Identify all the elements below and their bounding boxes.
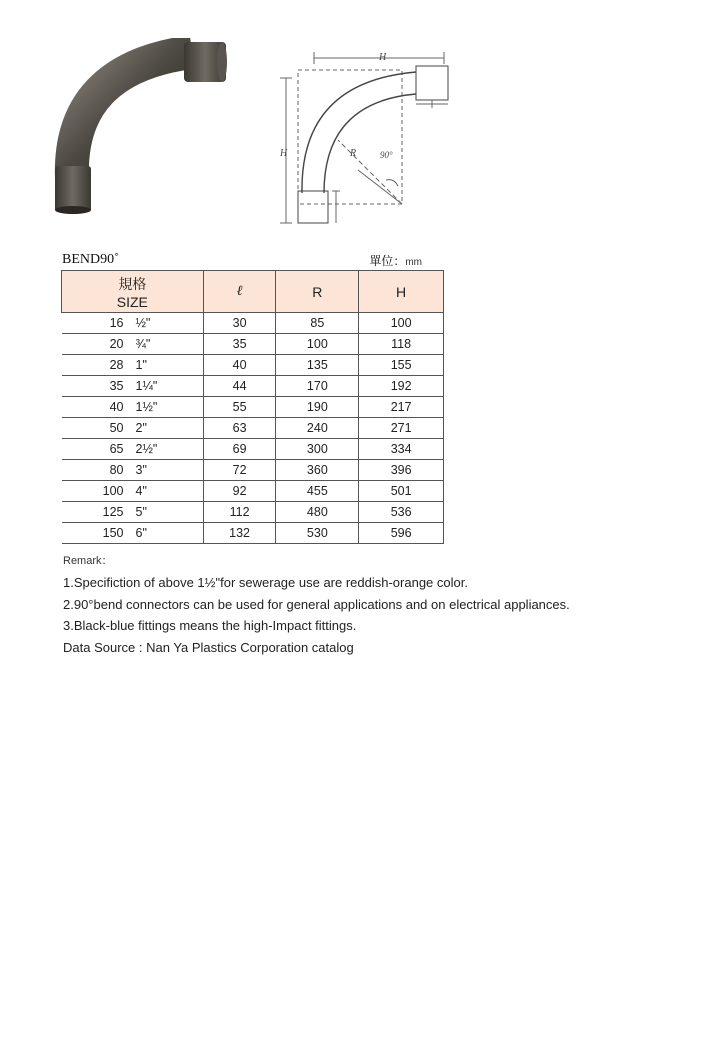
cell-size-in: 1½" bbox=[135, 400, 158, 414]
cell-l: 112 bbox=[203, 502, 276, 523]
cell-size-in: ½" bbox=[135, 316, 151, 330]
cell-l: 40 bbox=[203, 355, 276, 376]
cell-l: 132 bbox=[203, 523, 276, 544]
dim-h-left: H bbox=[280, 148, 288, 159]
header-h: H bbox=[359, 271, 444, 313]
cell-l: 72 bbox=[203, 460, 276, 481]
cell-size-mm: 28 bbox=[109, 358, 124, 372]
dim-angle: 90° bbox=[380, 150, 393, 160]
cell-l: 63 bbox=[203, 418, 276, 439]
cell-size bbox=[62, 355, 204, 376]
table-row bbox=[62, 502, 444, 523]
cell-size-mm: 125 bbox=[102, 505, 124, 519]
product-title: BEND90˚ bbox=[62, 252, 119, 267]
product-title-row bbox=[62, 252, 444, 270]
table-row bbox=[62, 376, 444, 397]
table-row bbox=[62, 355, 444, 376]
cell-r: 530 bbox=[276, 523, 359, 544]
cell-size-mm: 80 bbox=[109, 463, 124, 477]
unit-label bbox=[369, 252, 422, 269]
cell-size-in: 3" bbox=[135, 463, 147, 477]
table-row bbox=[62, 460, 444, 481]
cell-size-mm: 35 bbox=[109, 379, 124, 393]
cell-l: 69 bbox=[203, 439, 276, 460]
cell-size bbox=[62, 502, 204, 523]
bend-drawing-icon bbox=[276, 48, 466, 230]
remark-line-1: 1.Specifiction of above 1½"for sewerage use are reddish-orange color. bbox=[63, 575, 468, 590]
remark-title: Remark： bbox=[63, 555, 113, 567]
cell-h: 192 bbox=[359, 376, 444, 397]
table-row bbox=[62, 397, 444, 418]
cell-r: 135 bbox=[276, 355, 359, 376]
cell-size bbox=[62, 481, 204, 502]
cell-h: 118 bbox=[359, 334, 444, 355]
cell-size-mm: 16 bbox=[109, 316, 124, 330]
header-size-en: SIZE bbox=[116, 293, 148, 310]
table-row bbox=[62, 523, 444, 544]
cell-size-in: ¾" bbox=[135, 337, 151, 351]
remark-line-3: 3.Black-blue fittings means the high-Impact fittings. bbox=[63, 618, 357, 633]
cell-size-mm: 20 bbox=[109, 337, 124, 351]
cell-l: 35 bbox=[203, 334, 276, 355]
bend-photo-icon bbox=[52, 38, 242, 218]
remark-line-2: 2.90°bend connectors can be used for general applications and on electrical appliances. bbox=[63, 596, 570, 612]
header-size-cn: 規格 bbox=[118, 275, 147, 292]
cell-l: 92 bbox=[203, 481, 276, 502]
cell-size-in: 1¼" bbox=[135, 379, 158, 393]
unit-label-text: 單位： bbox=[369, 254, 406, 268]
header-r: R bbox=[276, 271, 359, 313]
cell-size-mm: 100 bbox=[102, 484, 124, 498]
remarks-list bbox=[63, 572, 570, 658]
cell-r: 360 bbox=[276, 460, 359, 481]
spec-table bbox=[61, 270, 444, 544]
cell-l: 30 bbox=[203, 313, 276, 334]
cell-size bbox=[62, 376, 204, 397]
cell-size-mm: 40 bbox=[109, 400, 124, 414]
cell-r: 170 bbox=[276, 376, 359, 397]
dim-h-top: H bbox=[379, 52, 387, 63]
cell-h: 155 bbox=[359, 355, 444, 376]
dim-r: R bbox=[350, 148, 357, 159]
cell-size-mm: 65 bbox=[109, 442, 124, 456]
cell-h: 334 bbox=[359, 439, 444, 460]
header-l: ℓ bbox=[203, 271, 276, 313]
cell-size-in: 4" bbox=[135, 484, 147, 498]
cell-size-mm: 150 bbox=[102, 526, 124, 540]
cell-h: 271 bbox=[359, 418, 444, 439]
cell-size-in: 2½" bbox=[135, 442, 158, 456]
cell-size bbox=[62, 460, 204, 481]
cell-r: 85 bbox=[276, 313, 359, 334]
cell-size bbox=[62, 334, 204, 355]
cell-h: 100 bbox=[359, 313, 444, 334]
cell-r: 300 bbox=[276, 439, 359, 460]
cell-h: 536 bbox=[359, 502, 444, 523]
cell-r: 100 bbox=[276, 334, 359, 355]
table-row bbox=[62, 313, 444, 334]
table-row bbox=[62, 418, 444, 439]
cell-size bbox=[62, 313, 204, 334]
cell-r: 190 bbox=[276, 397, 359, 418]
table-row bbox=[62, 334, 444, 355]
cell-h: 501 bbox=[359, 481, 444, 502]
cell-l: 55 bbox=[203, 397, 276, 418]
cell-h: 596 bbox=[359, 523, 444, 544]
cell-r: 480 bbox=[276, 502, 359, 523]
cell-h: 217 bbox=[359, 397, 444, 418]
cell-size-in: 6" bbox=[135, 526, 147, 540]
unit-value: mm bbox=[405, 257, 422, 268]
cell-h: 396 bbox=[359, 460, 444, 481]
cell-size-in: 5" bbox=[135, 505, 147, 519]
cell-size bbox=[62, 418, 204, 439]
cell-r: 455 bbox=[276, 481, 359, 502]
table-row bbox=[62, 481, 444, 502]
cell-size-in: 1" bbox=[135, 358, 147, 372]
table-row bbox=[62, 439, 444, 460]
cell-size bbox=[62, 397, 204, 418]
cell-size bbox=[62, 439, 204, 460]
cell-size-mm: 50 bbox=[109, 421, 124, 435]
table-header-row bbox=[62, 271, 444, 313]
cell-size-in: 2" bbox=[135, 421, 147, 435]
cell-size bbox=[62, 523, 204, 544]
cell-r: 240 bbox=[276, 418, 359, 439]
data-source: Data Source : Nan Ya Plastics Corporation catalog bbox=[63, 639, 354, 655]
cell-l: 44 bbox=[203, 376, 276, 397]
header-size bbox=[62, 271, 204, 313]
